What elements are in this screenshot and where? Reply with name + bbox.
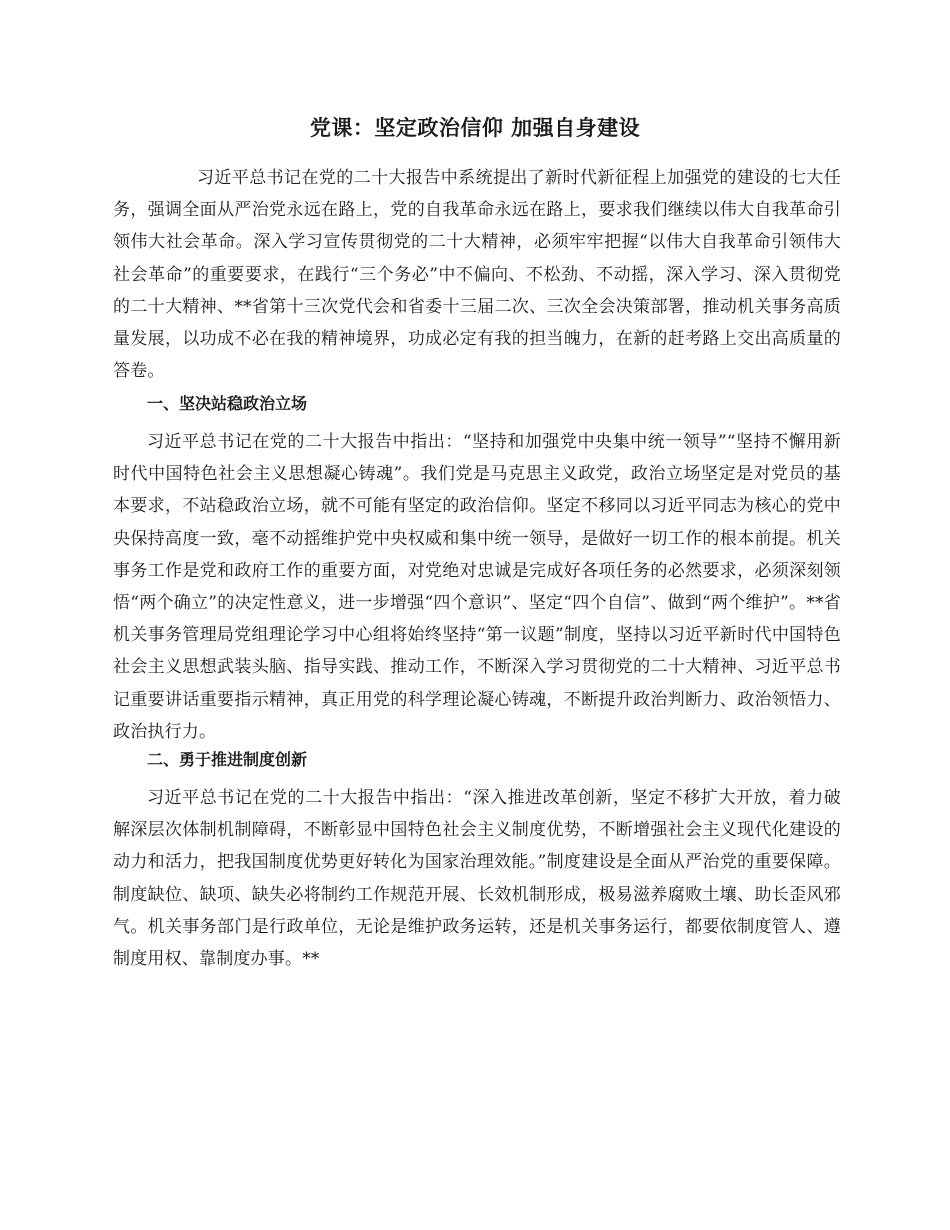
section-paragraph-2: 习近平总书记在党的二十大报告中指出：“深入推进改革创新，坚定不移扩大开放，着力破解深层次体制机制障碍，不断彰显中国特色社会主义制度优势，不断增强社会主义现代化建设的动力和活力，把我国制度优势更好转化为国家治理效能。”制度建设是全面从严治党的重要保障。制度缺位、缺项、缺失必将制约工作规范开展、长效机制形成，极易滋养腐败土壤、助长歪风邪气。机关事务部门是行政单位，无论是维护政务运转，还是机关事务运行，都要依制度管人、遵制度用权、靠制度办事。** [113,788,841,970]
section-heading-1: 一、坚决站稳政治立场 [147,394,308,413]
document-title: 党课：坚定政治信仰 加强自身建设 [309,116,641,140]
intro-paragraph: 习近平总书记在党的二十大报告中系统提出了新时代新征程上加强党的建设的七大任务，强调全面从严治党永远在路上，党的自我革命永远在路上，要求我们继续以伟大自我革命引领伟大社会革命。深入学习宣传贯彻党的二十大精神，必须牢牢把握“以伟大自我革命引领伟大社会革命”的重要要求，在践行“三个务必”中不偏向、不松劲、不动摇，深入学习、深入贯彻党的二十大精神、**省第十三次党代会和省委十三届二次、三次全会决策部署，推动机关事务高质量发展，以功成不必在我的精神境界，功成必定有我的担当魄力，在新的赶考路上交出高质量的答卷。 [113,168,841,382]
section-paragraph-1: 习近平总书记在党的二十大报告中指出：“坚持和加强党中央集中统一领导”“坚持不懈用新时代中国特色社会主义思想凝心铸魂”。我们党是马克思主义政党，政治立场坚定是对党员的基本要求，不站稳政治立场，就不可能有坚定的政治信仰。坚定不移同以习近平同志为核心的党中央保持高度一致，毫不动摇维护党中央权威和集中统一领导，是做好一切工作的根本前提。机关事务工作是党和政府工作的重要方面，对党绝对忠诚是完成好各项任务的必然要求，必须深刻领悟“两个确立”的决定性意义，进一步增强“四个意识”、坚定“四个自信”、做到“两个维护”。**省机关事务管理局党组理论学习中心组将始终坚持“第一议题”制度，坚持以习近平新时代中国特色社会主义思想武装头脑、指导实践、推动工作，不断深入学习贯彻党的二十大精神、习近平总书记重要讲话重要指示精神，真正用党的科学理论凝心铸魂，不断提升政治判断力、政治领悟力、政治执行力。 [113,432,841,742]
section-heading-2: 二、勇于推进制度创新 [147,750,308,769]
